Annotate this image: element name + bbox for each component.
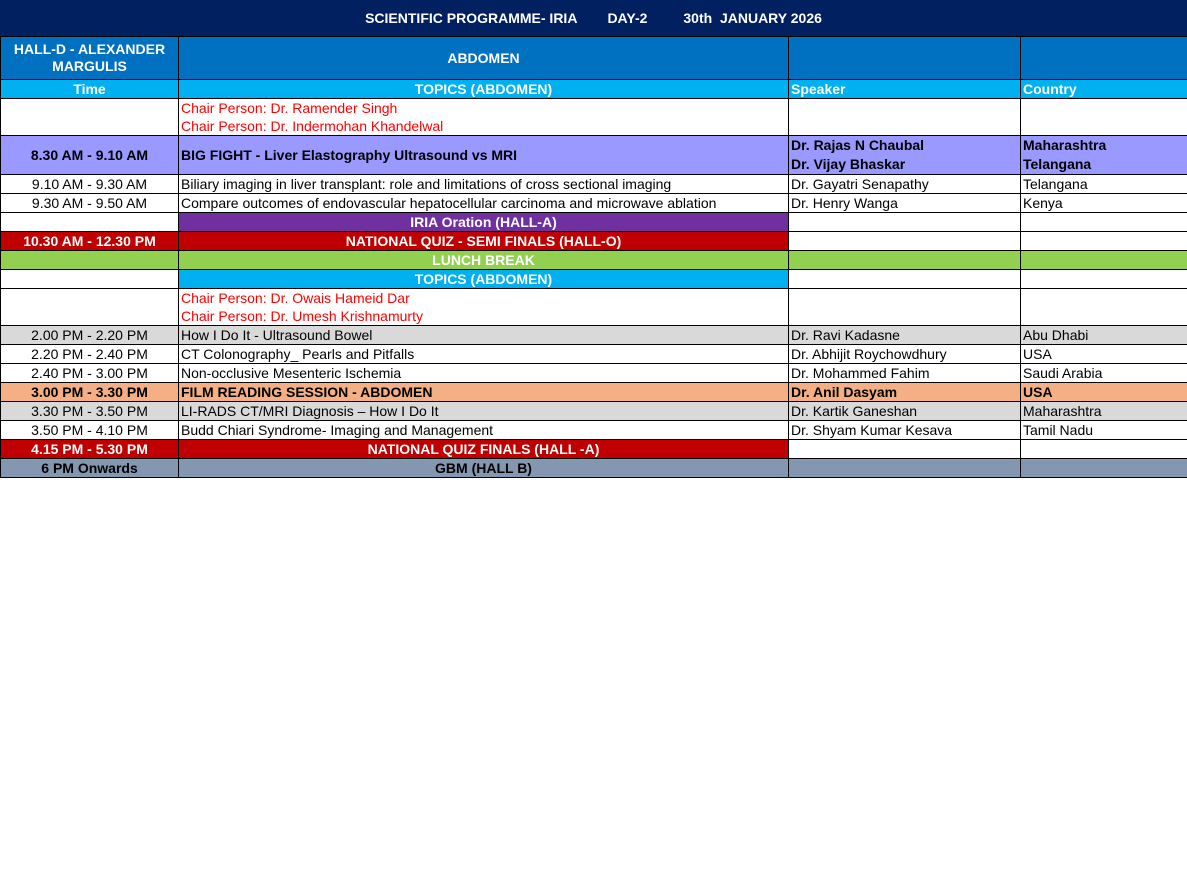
table-row — [1, 402, 1187, 421]
talk-speaker: Dr. Anil Dasyam — [789, 383, 1021, 402]
talk-time: 3.00 PM - 3.30 PM — [1, 383, 179, 402]
talk-topic: Biliary imaging in liver transplant: role and limitations of cross sectional imaging — [179, 175, 789, 194]
schedule-table — [0, 36, 1187, 478]
col-time: Time — [1, 80, 179, 99]
session-2-header-row — [1, 270, 1187, 289]
talk-speaker: Dr. Henry Wanga — [789, 194, 1021, 213]
talk-speaker: Dr. Mohammed Fahim — [789, 364, 1021, 383]
talk-time: 3.50 PM - 4.10 PM — [1, 421, 179, 440]
talk-time: 2.00 PM - 2.20 PM — [1, 326, 179, 345]
talk-topic: Compare outcomes of endovascular hepatocellular carcinoma and microwave ablation — [179, 194, 789, 213]
column-header-row — [1, 80, 1187, 99]
gbm-time: 6 PM Onwards — [1, 459, 179, 478]
talk-country: Kenya — [1021, 194, 1187, 213]
talk-speaker: Dr. Shyam Kumar Kesava — [789, 421, 1021, 440]
chair-row-1 — [1, 99, 1187, 136]
chairs-session-1 — [179, 99, 789, 136]
talk-country: USA — [1021, 383, 1187, 402]
quiz-finals-label: NATIONAL QUIZ FINALS (HALL -A) — [179, 440, 789, 459]
talk-speaker: Dr. Gayatri Senapathy — [789, 175, 1021, 194]
table-row — [1, 175, 1187, 194]
table-row — [1, 364, 1187, 383]
talk-speaker: Dr. Kartik Ganeshan — [789, 402, 1021, 421]
session-2-topics: TOPICS (ABDOMEN) — [179, 270, 789, 289]
talk-time: 9.10 AM - 9.30 AM — [1, 175, 179, 194]
quiz-semis-label: NATIONAL QUIZ - SEMI FINALS (HALL-O) — [179, 232, 789, 251]
speaker: Dr. Rajas N Chaubal — [791, 137, 925, 153]
chair-person: Chair Person: Dr. Umesh Krishnamurty — [181, 308, 423, 324]
chair-person: Chair Person: Dr. Owais Hameid Dar — [181, 290, 410, 306]
big-fight-time: 8.30 AM - 9.10 AM — [1, 136, 179, 175]
chair-person: Chair Person: Dr. Ramender Singh — [181, 100, 398, 116]
talk-topic: FILM READING SESSION - ABDOMEN — [179, 383, 789, 402]
gbm-label: GBM (HALL B) — [179, 459, 789, 478]
col-country: Country — [1021, 80, 1187, 99]
country: Maharashtra — [1023, 137, 1107, 153]
talk-speaker: Dr. Ravi Kadasne — [789, 326, 1021, 345]
lunch-label: LUNCH BREAK — [179, 251, 789, 270]
talk-time: 2.40 PM - 3.00 PM — [1, 364, 179, 383]
big-fight-topic: BIG FIGHT - Liver Elastography Ultrasound vs MRI — [179, 136, 789, 175]
oration-label: IRIA Oration (HALL-A) — [179, 213, 789, 232]
talk-country: Saudi Arabia — [1021, 364, 1187, 383]
talk-country: Tamil Nadu — [1021, 421, 1187, 440]
day-label: DAY-2 — [607, 10, 648, 26]
gbm-row — [1, 459, 1187, 478]
quiz-finals-row — [1, 440, 1187, 459]
talk-topic: How I Do It - Ultrasound Bowel — [179, 326, 789, 345]
hall-name: HALL-D - ALEXANDER MARGULIS — [1, 37, 179, 80]
date-label: 30th JANUARY 2026 — [683, 10, 822, 26]
talk-topic: CT Colonography_ Pearls and Pitfalls — [179, 345, 789, 364]
table-row — [1, 326, 1187, 345]
table-row — [1, 421, 1187, 440]
talk-topic: Non-occlusive Mesenteric Ischemia — [179, 364, 789, 383]
oration-row — [1, 213, 1187, 232]
big-fight-speakers — [789, 136, 1021, 175]
talk-time: 9.30 AM - 9.50 AM — [1, 194, 179, 213]
chair-person: Chair Person: Dr. Indermohan Khandelwal — [181, 118, 444, 134]
big-fight-row — [1, 136, 1187, 175]
col-speaker: Speaker — [789, 80, 1021, 99]
chair-row-2 — [1, 289, 1187, 326]
table-row — [1, 345, 1187, 364]
track-name: ABDOMEN — [179, 37, 789, 80]
talk-country: Telangana — [1021, 175, 1187, 194]
talk-topic: LI-RADS CT/MRI Diagnosis – How I Do It — [179, 402, 789, 421]
lunch-row — [1, 251, 1187, 270]
talk-time: 3.30 PM - 3.50 PM — [1, 402, 179, 421]
talk-country: USA — [1021, 345, 1187, 364]
talk-speaker: Dr. Abhijit Roychowdhury — [789, 345, 1021, 364]
table-row — [1, 194, 1187, 213]
title-bar — [0, 0, 1187, 36]
talk-time: 2.20 PM - 2.40 PM — [1, 345, 179, 364]
quiz-semis-time: 10.30 AM - 12.30 PM — [1, 232, 179, 251]
col-topics: TOPICS (ABDOMEN) — [179, 80, 789, 99]
chairs-session-2 — [179, 289, 789, 326]
big-fight-countries — [1021, 136, 1187, 175]
programme-title: SCIENTIFIC PROGRAMME- IRIA — [365, 10, 578, 26]
talk-country: Maharashtra — [1021, 402, 1187, 421]
speaker: Dr. Vijay Bhaskar — [791, 156, 906, 172]
hall-header-row — [1, 37, 1187, 80]
quiz-semis-row — [1, 232, 1187, 251]
quiz-finals-time: 4.15 PM - 5.30 PM — [1, 440, 179, 459]
film-reading-row — [1, 383, 1187, 402]
talk-country: Abu Dhabi — [1021, 326, 1187, 345]
country: Telangana — [1023, 156, 1092, 172]
talk-topic: Budd Chiari Syndrome- Imaging and Management — [179, 421, 789, 440]
